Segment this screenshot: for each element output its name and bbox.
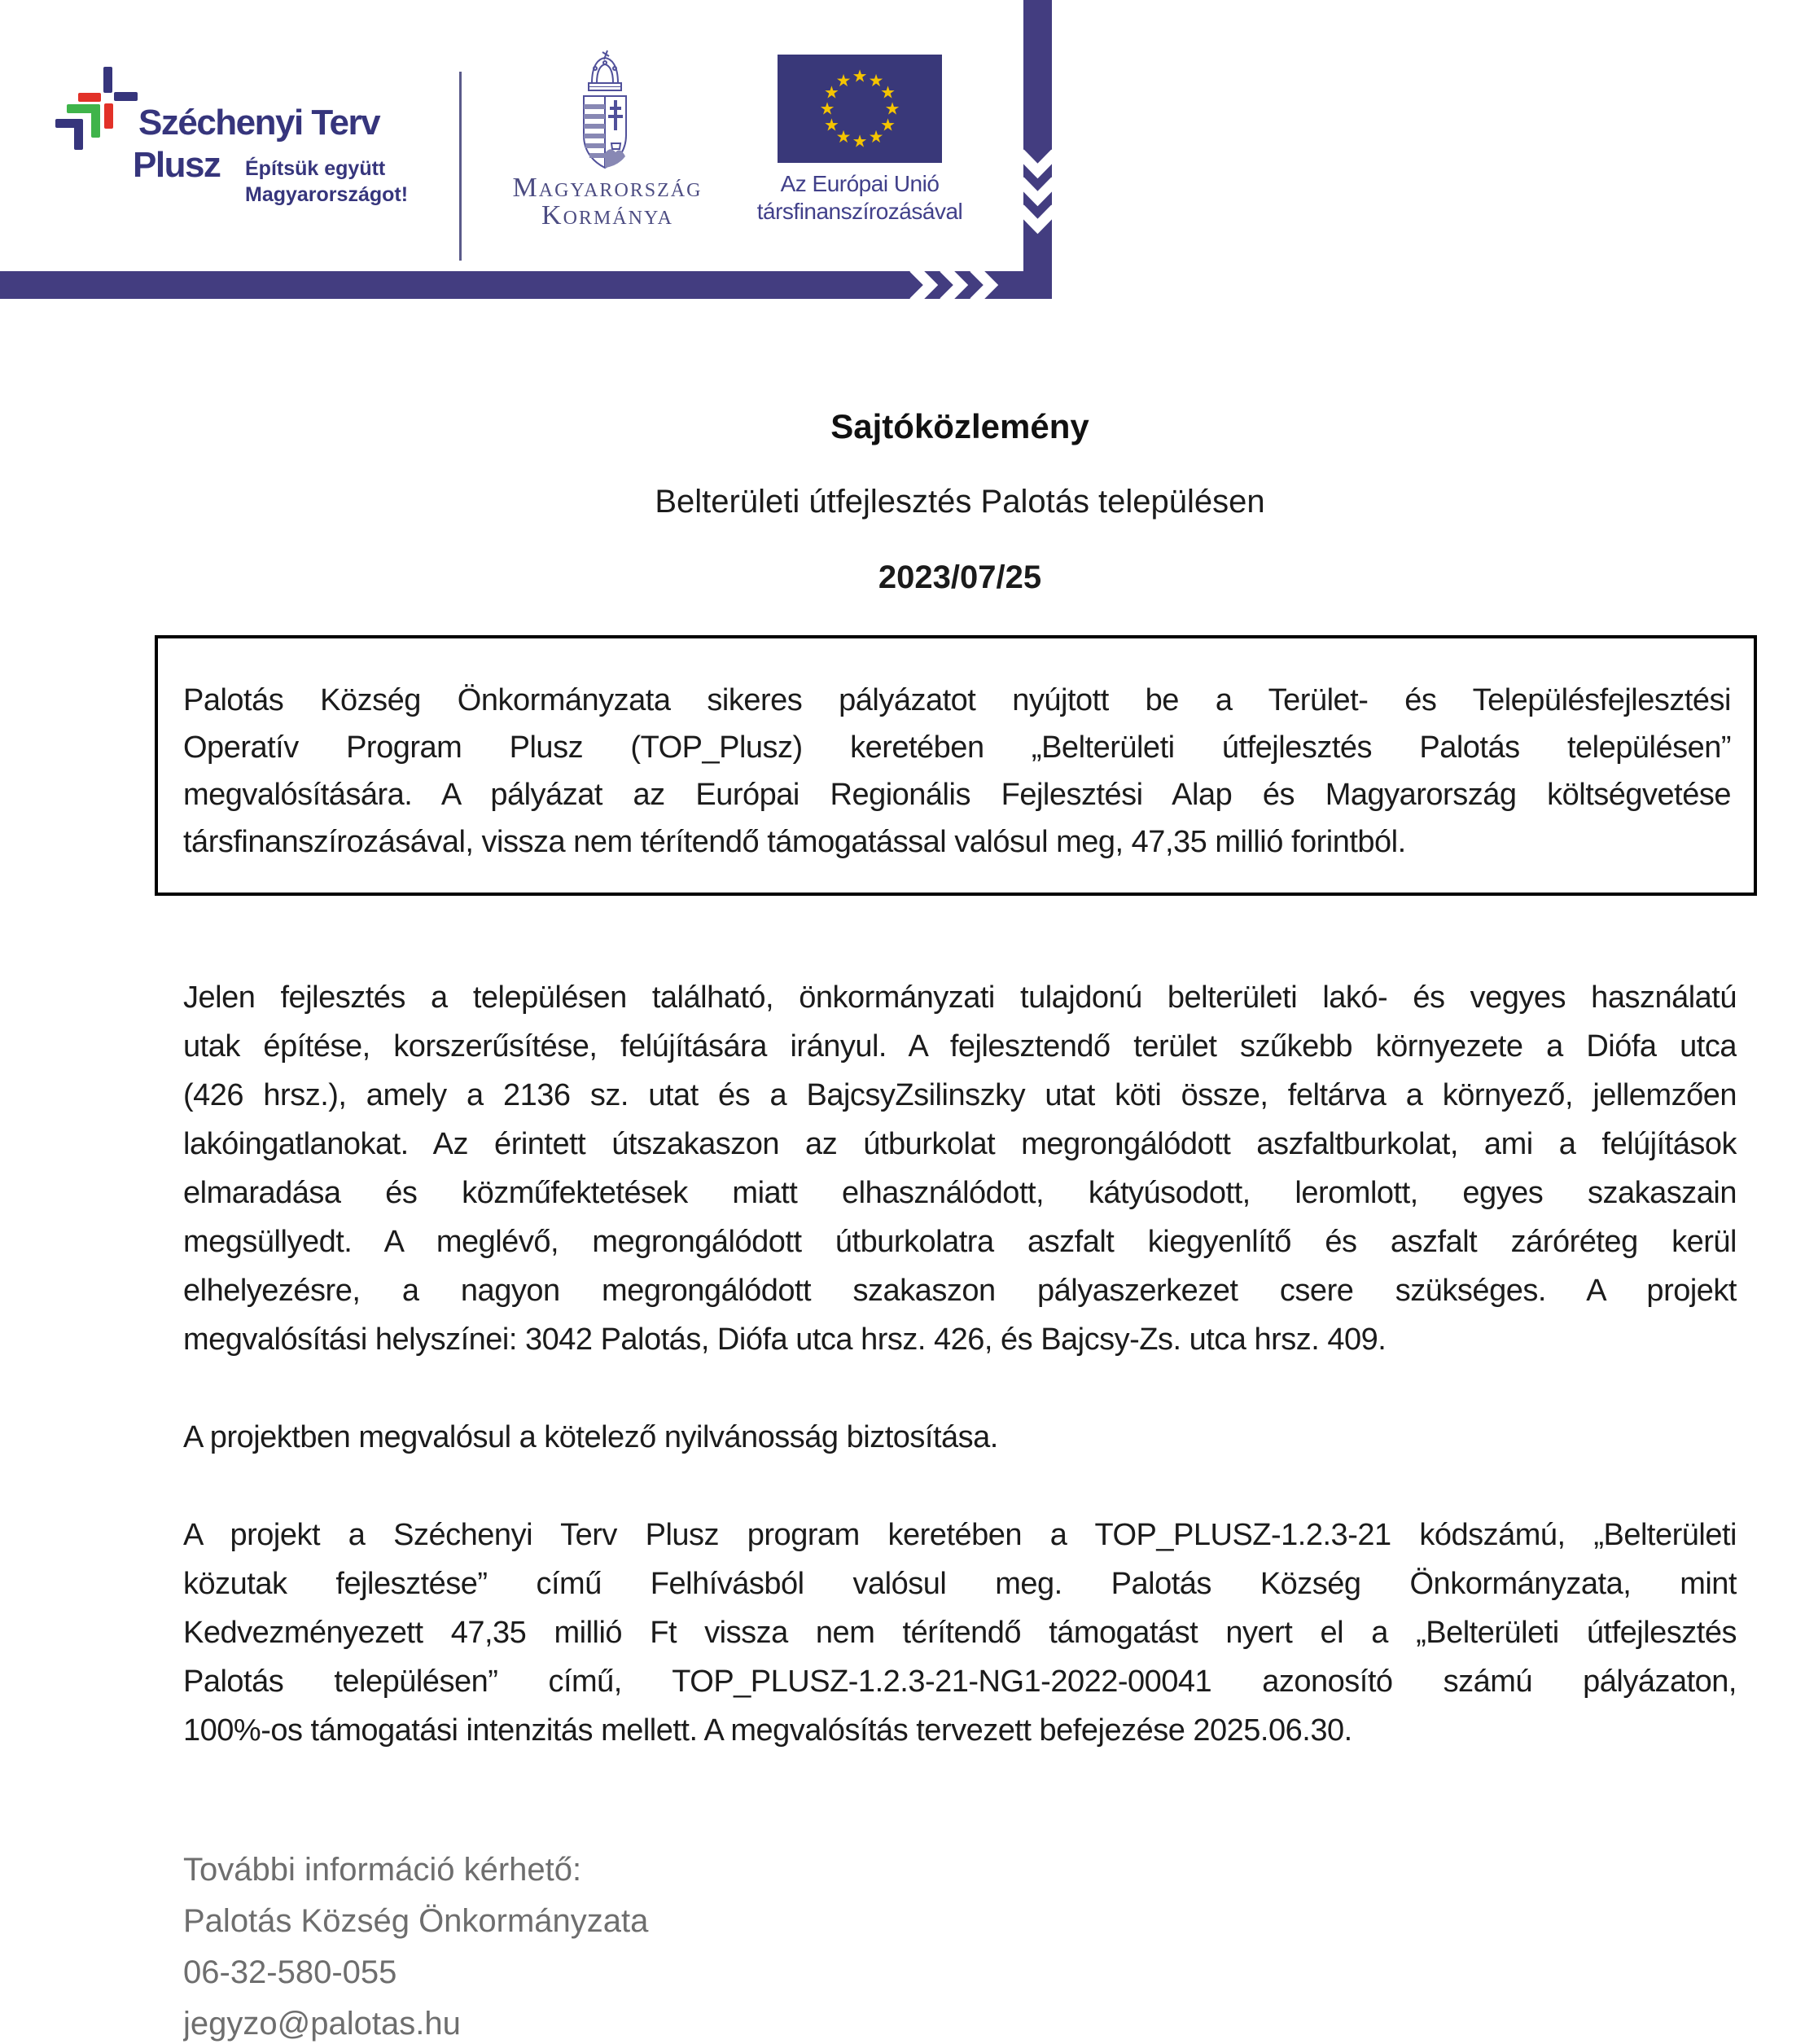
lead-text-line: Operatív Program Plusz (TOP_Plusz) keretében „Belterületi útfejlesztés Palotás településen” (183, 730, 1731, 765)
government-logo-label-1: Magyarország (512, 173, 703, 203)
body-text-line: Kedvezményezett 47,35 millió Ft vissza nem térítendő támogatást nyert el a „Belterületi útfejlesztés (183, 1616, 1737, 1650)
svg-text:★: ★ (819, 99, 835, 119)
svg-text:★: ★ (852, 66, 868, 86)
government-logo-label-2: Kormánya (541, 200, 673, 230)
body-text-line: elhelyezésre, a nagyon megrongálódott szakaszon pályaszerkezet csere szükséges. A projekt (183, 1274, 1737, 1308)
svg-text:★: ★ (868, 70, 884, 90)
svg-text:★: ★ (835, 127, 852, 147)
document-title: Sajtóközlemény (830, 407, 1089, 445)
szechenyi-logo-tagline-2: Magyarországot! (245, 183, 409, 206)
contact-text-line: jegyzo@palotas.hu (183, 2006, 461, 2042)
lead-text-line: megvalósítására. A pályázat az Európai Regionális Fejlesztési Alap és Magyarország költségvetése (183, 778, 1731, 812)
logo-divider (459, 72, 462, 261)
svg-text:★: ★ (880, 82, 896, 103)
szechenyi-logo-title: Széchenyi Terv (138, 103, 380, 143)
contact-text-line: 06-32-580-055 (183, 1954, 397, 1990)
eu-cofinancing-label-2: társfinanszírozásával (756, 199, 963, 224)
eu-cofinancing-label-1: Az Európai Unió (780, 171, 940, 196)
body-text-line: (426 hrsz.), amely a 2136 sz. utat és a BajcsyZsilinszky utat köti össze, feltárva a környező, jellemzően (183, 1078, 1737, 1112)
contact-text-line: Palotás Község Önkormányzata (183, 1903, 649, 1939)
body-text-line: Palotás településen” című, TOP_PLUSZ-1.2.3-21-NG1-2022-00041 azonosító számú pályázaton, (183, 1665, 1737, 1699)
lead-text-line: Palotás Község Önkormányzata sikeres pályázatot nyújtott be a Terület- és Településfejlesztési (183, 683, 1731, 717)
szechenyi-logo-tagline-1: Építsük együtt (245, 157, 386, 180)
body-text-line: lakóingatlanokat. Az érintett útszakaszon az útburkolat megrongálódott aszfaltburkolat, ami a felújítások (183, 1127, 1737, 1161)
lead-text-line: társfinanszírozásával, vissza nem térítendő támogatással valósul meg, 47,35 millió forintból. (183, 825, 1406, 859)
body-text-line: megvalósítási helyszínei: 3042 Palotás, Diófa utca hrsz. 426, és Bajcsy-Zs. utca hrsz. 409. (183, 1322, 1387, 1357)
svg-text:★: ★ (884, 99, 900, 119)
svg-text:★: ★ (823, 82, 839, 103)
document-subtitle: Belterületi útfejlesztés Palotás településen (655, 484, 1265, 520)
body-text-line: közutak fejlesztése” című Felhívásból valósul meg. Palotás Község Önkormányzata, mint (183, 1567, 1737, 1601)
body-paragraph-3 (183, 1511, 1737, 1755)
contact-text-line: További információ kérhető: (183, 1852, 582, 1888)
body-text-line: A projektben megvalósul a kötelező nyilvánosság biztosítása. (183, 1420, 998, 1454)
body-paragraph-1 (183, 973, 1737, 1364)
document-date: 2023/07/25 (878, 559, 1042, 595)
svg-text:★: ★ (835, 70, 852, 90)
svg-text:★: ★ (880, 115, 896, 135)
body-text-line: 100%-os támogatási intenzitás mellett. A megvalósítás tervezett befejezése 2025.06.30. (183, 1713, 1352, 1748)
body-text-line: utak építése, korszerűsítése, felújítására irányul. A fejlesztendő terület szűkebb környezete a Diófa utca (183, 1029, 1737, 1064)
body-text-line: A projekt a Széchenyi Terv Plusz program keretében a TOP_PLUSZ-1.2.3-21 kódszámú, „Belterületi (183, 1518, 1737, 1552)
svg-text:★: ★ (868, 127, 884, 147)
szechenyi-logo-title-2: Plusz (133, 145, 221, 185)
svg-text:★: ★ (852, 131, 868, 151)
body-text-line: Jelen fejlesztés a településen található, önkormányzati tulajdonú belterületi lakó- és vegyes használatú (183, 980, 1737, 1015)
eu-flag-icon (778, 55, 942, 163)
szechenyi-plus-icon (55, 67, 138, 150)
lead-summary-box (155, 635, 1757, 896)
body-text-line: elmaradása és közműfektetések miatt elhasználódott, kátyúsodott, leromlott, egyes szakaszain (183, 1176, 1737, 1210)
hungary-coat-of-arms-icon (584, 50, 626, 168)
svg-text:★: ★ (823, 115, 839, 135)
body-paragraph-2 (183, 1413, 1737, 1462)
body-text-line: megsüllyedt. A meglévő, megrongálódott útburkolatra aszfalt kiegyenlítő és aszfalt záróréteg kerül (183, 1225, 1737, 1259)
contact-info-block (183, 1844, 1737, 2044)
